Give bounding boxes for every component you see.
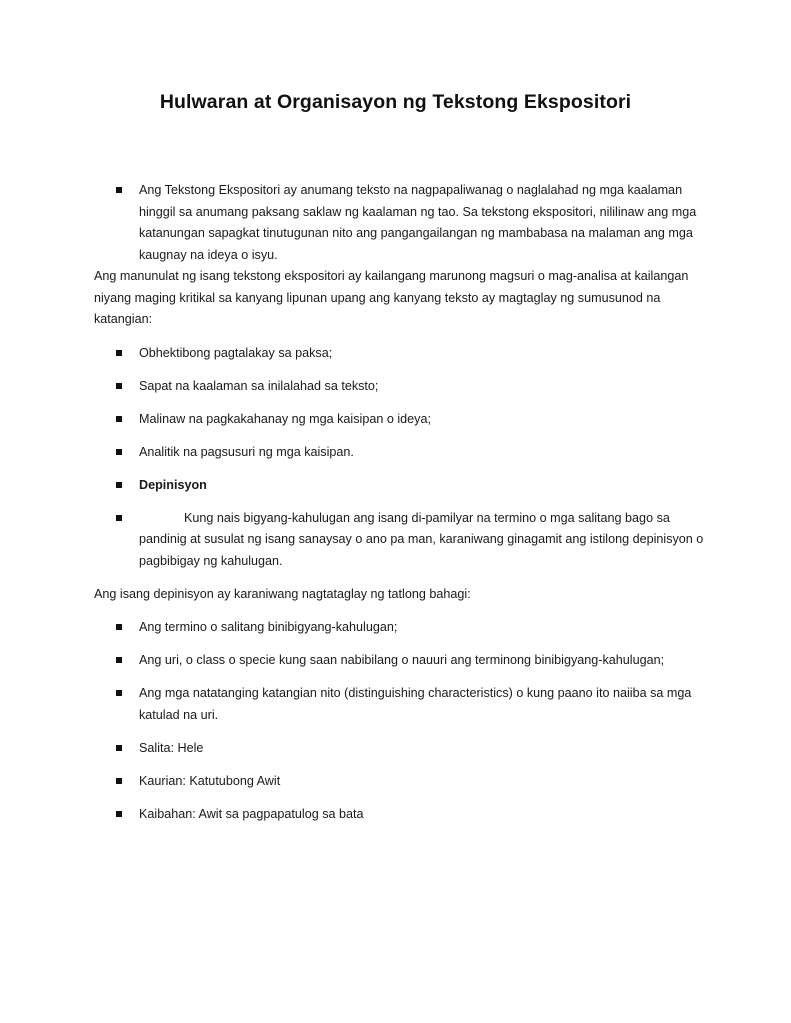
list-item	[94, 343, 714, 365]
list-item	[94, 738, 714, 760]
document-body	[94, 180, 714, 837]
list-item-text: Analitik na pagsusuri ng mga kaisipan.	[139, 444, 354, 459]
list-item-text: Kaurian: Katutubong Awit	[139, 773, 281, 788]
list-item	[94, 771, 714, 793]
list-item	[94, 508, 714, 573]
list-item	[94, 376, 714, 398]
list-item	[94, 683, 714, 726]
list-item	[94, 409, 714, 431]
list-item-text: Ang uri, o class o specie kung saan nabibilang o nauuri ang terminong binibigyang-kahulugan;	[139, 653, 665, 667]
list-item-text: Sapat na kaalaman sa inilalahad sa teksto;	[139, 378, 379, 393]
square-bullet-icon	[116, 187, 122, 193]
list-item	[94, 180, 714, 266]
square-bullet-icon	[116, 690, 122, 696]
square-bullet-icon	[116, 482, 122, 488]
square-bullet-icon	[116, 515, 122, 521]
list-item-text: Ang mga natatanging katangian nito (distinguishing characteristics) o kung paano ito naiiba sa mga katulad na uri.	[139, 686, 692, 722]
intro-list	[94, 180, 714, 266]
list-item	[94, 804, 714, 826]
list-item-text: Salita: Hele	[139, 740, 204, 755]
depinisyon-text: Kung nais bigyang-kahulugan ang isang di-pamilyar na termino o mga salitang bago sa pandinig at susulat ng isang sanaysay o ano pa man, karaniwang ginagamit ang istilong depinisyon o pagbibigay ng kahulugan.	[139, 510, 704, 568]
list-item	[94, 475, 714, 497]
intro-bullet-text: Ang Tekstong Ekspositori ay anumang teksto na nagpapaliwanag o naglalahad ng mga kaalaman hinggil sa anumang paksang saklaw ng kaalaman ng tao. Sa tekstong ekspositori, nililinaw ang mga katanungan sapagkat tinutugunan nito ang pangangailangan ng mambabasa na malaman ang mga kaugnay na ideya o isyu.	[139, 183, 697, 262]
list-item-text: Obhektibong pagtalakay sa paksa;	[139, 345, 333, 360]
square-bullet-icon	[116, 811, 122, 817]
page-title: Hulwaran at Organisayon ng Tekstong Ekspositori	[159, 91, 632, 113]
square-bullet-icon	[116, 383, 122, 389]
depinisyon-heading: Depinisyon	[139, 477, 207, 492]
paragraph: Ang manunulat ng isang tekstong ekspositori ay kailangang marunong magsuri o mag-analisa at kailangan niyang maging kritikal sa kanyang lipunan upang ang kanyang teksto ay magtaglay ng sumusunod na katangian:	[94, 269, 689, 326]
square-bullet-icon	[116, 449, 122, 455]
list-item	[94, 617, 714, 639]
list-item-text: Kaibahan: Awit sa pagpapatulog sa bata	[139, 806, 364, 821]
square-bullet-icon	[116, 745, 122, 751]
list-item	[94, 442, 714, 464]
square-bullet-icon	[116, 778, 122, 784]
square-bullet-icon	[116, 657, 122, 663]
katangian-list	[94, 343, 714, 573]
list-item	[94, 650, 714, 672]
paragraph: Ang isang depinisyon ay karaniwang nagtataglay ng tatlong bahagi:	[94, 586, 471, 601]
square-bullet-icon	[116, 350, 122, 356]
bahagi-list	[94, 617, 714, 825]
square-bullet-icon	[116, 624, 122, 630]
square-bullet-icon	[116, 416, 122, 422]
list-item-text: Malinaw na pagkakahanay ng mga kaisipan o ideya;	[139, 411, 431, 426]
list-item-text: Ang termino o salitang binibigyang-kahulugan;	[139, 620, 398, 634]
